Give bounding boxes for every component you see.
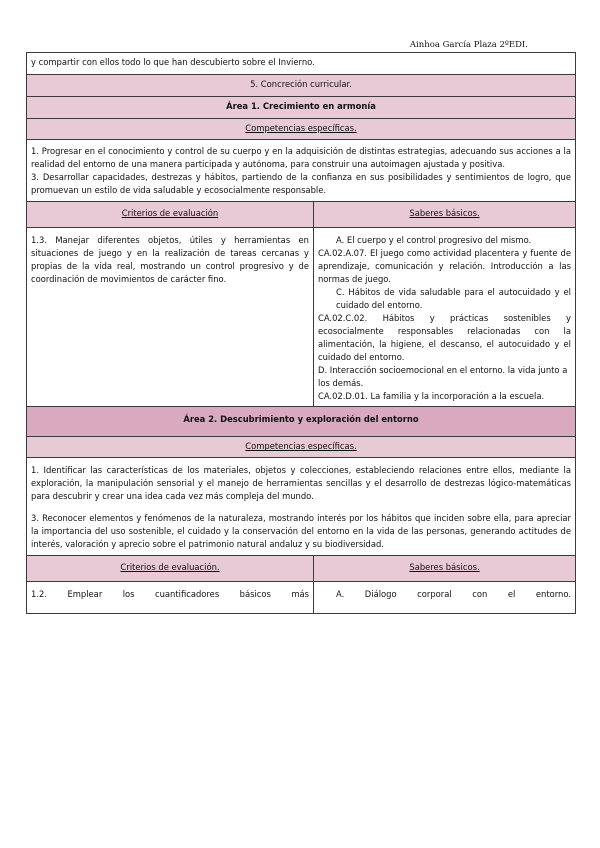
area1-competencias-label: Competencias específicas. (27, 119, 576, 140)
area1-saber-c: C. Hábitos de vida saludable para el autocuidado y el cuidado del entorno. (336, 287, 571, 311)
area1-competencias-row (27, 140, 576, 202)
area1-content-row (27, 228, 576, 407)
area1-competencias-label-row (27, 119, 576, 140)
area2-headers-row (27, 556, 576, 582)
area1-saberes (314, 228, 576, 407)
area1-competencia-3: 3. Desarrollar capacidades, destrezas y hábitos, partiendo de la confianza en sus posibilidades y sentimientos de logro, que promuevan un estilo de vida saludable y ecosocialmente responsable. (31, 172, 571, 196)
area1-saberes-label: Saberes básicos. (314, 202, 576, 228)
area2-competencia-3: 3. Reconocer elementos y fenómenos de la naturaleza, mostrando interés por los hábitos que inciden sobre ella, para apreciar la importancia del uso sostenible, el cuidado y la conservación del entorno en la vida de las personas, generando actitudes de interés, valoración y aprecio sobre el patrimonio natural andaluz y su biodiversidad. (31, 513, 571, 550)
area1-headers-row (27, 202, 576, 228)
area2-criterio: 1.2. Emplear los cuantificadores básicos más (27, 582, 314, 614)
area2-saber-a: A. Diálogo corporal con el entorno. (314, 582, 576, 614)
area2-saberes-label: Saberes básicos. (314, 556, 576, 582)
area2-competencias-row (27, 458, 576, 556)
area2-competencias-label: Competencias específicas. (27, 437, 576, 458)
area1-title: Área 1. Crecimiento en armonía (27, 97, 576, 119)
area2-title: Área 2. Descubrimiento y exploración del entorno (27, 407, 576, 437)
intro-text: y compartir con ellos todo lo que han descubierto sobre el Invierno. (27, 53, 576, 75)
area2-content-row (27, 582, 576, 614)
area1-criterios-label: Criterios de evaluación (27, 202, 314, 228)
area2-competencias-label-row (27, 437, 576, 458)
area1-criterio: 1.3. Manejar diferentes objetos, útiles y herramientas en situaciones de juego y en la realización de tareas cercanas y propias de la vida real, mostrando un control progresivo y de coordinación de movimientos de carácter fino. (27, 228, 314, 407)
curriculum-table (26, 52, 576, 614)
section-title: 5. Concreción curricular. (27, 75, 576, 97)
section-title-row (27, 75, 576, 97)
area2-title-row (27, 407, 576, 437)
intro-row (27, 53, 576, 75)
area2-competencias (27, 458, 576, 556)
area1-saber-d: D. Interacción socioemocional en el entorno. la vida junto a los demás. (318, 365, 568, 389)
area1-title-row (27, 97, 576, 119)
area1-competencia-1: 1. Progresar en el conocimiento y control de su cuerpo y en la adquisición de distintas estrategias, adecuando sus acciones a la realidad del entorno de una manera participada y autónoma, para construir una autoimagen ajustada y positiva. (31, 146, 571, 170)
area2-criterios-label: Criterios de evaluación. (27, 556, 314, 582)
area1-saber-c02: CA.02.C.02. Hábitos y prácticas sostenibles y ecosocialmente responsables relacionadas con la alimentación, la higiene, el descanso, el autocuidado y el cuidado del entorno. (318, 313, 571, 363)
area1-saber-d01: CA.02.D.01. La familia y la incorporación a la escuela. (318, 391, 545, 402)
area1-competencias (27, 140, 576, 202)
author-header: Ainhoa García Plaza 2ºEDI. (409, 40, 528, 50)
area1-saber-a: A. El cuerpo y el control progresivo del mismo. (336, 235, 532, 246)
area2-competencia-1: 1. Identificar las características de los materiales, objetos y colecciones, estableciendo relaciones entre ellos, mediante la exploración, la manipulación sensorial y el manejo de herramientas sencillas y el desarrollo de destrezas lógico-matemáticas para descubrir y crear una idea cada vez más compleja del mundo. (31, 465, 571, 502)
area1-saber-a07: CA.02.A.07. El juego como actividad placentera y fuente de aprendizaje, comunicación y relación. Introducción a las normas de juego. (318, 248, 571, 285)
